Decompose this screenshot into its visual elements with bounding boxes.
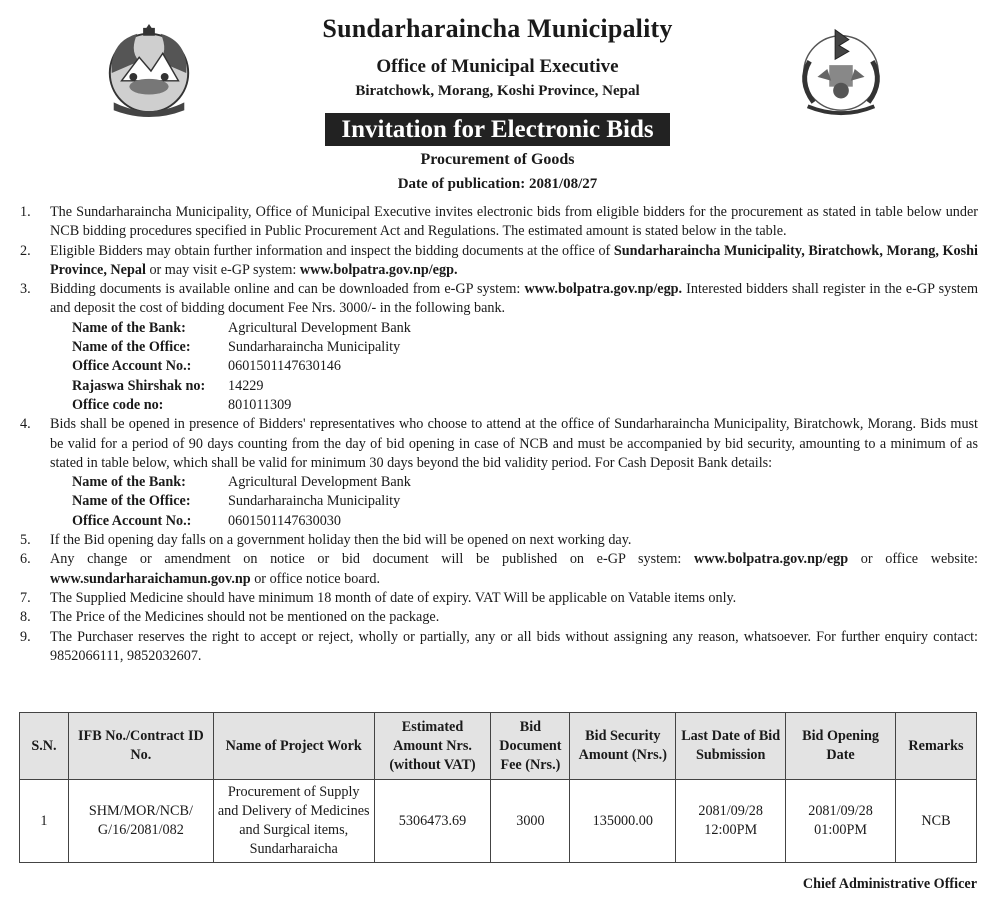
bank-detail-row: Office code no: 801011309 xyxy=(72,396,292,413)
egp-link[interactable]: www.bolpatra.gov.np/egp. xyxy=(524,281,683,298)
table-cell: 3000 xyxy=(491,780,570,863)
column-header: Name of Project Work xyxy=(213,713,374,780)
column-header: Bid Document Fee (Nrs.) xyxy=(491,713,570,780)
table-cell: 2081/09/28 12:00PM xyxy=(676,780,786,863)
column-header: S.N. xyxy=(20,713,69,780)
column-header: IFB No./Contract ID No. xyxy=(68,713,213,780)
table-cell: 1 xyxy=(20,780,69,863)
list-item: 7. The Supplied Medicine should have minimum 18 month of date of expiry. VAT Will be applicable on Vatable items only. xyxy=(20,589,737,606)
signatory-title: Chief Administrative Officer xyxy=(802,876,977,892)
list-item: 1. The Sundarharaincha Municipality, Office of Municipal Executive invites electronic bids from eligible bidders for the procurement as stated in table below under NCB bidding procedures specified in Public Procurement Act and Regulations. The estimated amount is stated below in the table. xyxy=(20,204,978,240)
table-header-row xyxy=(20,713,977,780)
bank-detail-row: Office Account No.: 0601501147630030 xyxy=(72,512,341,529)
office-address: Biratchowk, Morang, Koshi Province, Nepal xyxy=(355,83,640,99)
table-cell: 135000.00 xyxy=(570,780,676,863)
municipality-title: Sundarharaincha Municipality xyxy=(322,14,673,43)
list-item: 6. Any change or amendment on notice or bid document will be published on e-GP system: www.bolpatra.gov.np/egp or office website: www.sundarharaichamun.gov.np or office notice board. xyxy=(20,551,978,587)
table-cell: NCB xyxy=(895,780,976,863)
procurement-type: Procurement of Goods xyxy=(420,151,575,168)
column-header: Bid Security Amount (Nrs.) xyxy=(570,713,676,780)
column-header: Bid Opening Date xyxy=(786,713,896,780)
notice-header xyxy=(0,0,995,200)
table-cell: SHM/MOR/NCB/ G/16/2081/082 xyxy=(68,780,213,863)
list-item: 8. The Price of the Medicines should not be mentioned on the package. xyxy=(20,609,440,626)
column-header: Estimated Amount Nrs. (without VAT) xyxy=(374,713,491,780)
table-row xyxy=(20,780,977,863)
bank-detail-row: Name of the Bank: Agricultural Development Bank xyxy=(72,319,411,336)
publication-date: Date of publication: 2081/08/27 xyxy=(397,176,598,192)
bank-detail-row: Name of the Office: Sundarharaincha Municipality xyxy=(72,493,401,510)
column-header: Remarks xyxy=(895,713,976,780)
table-cell: 5306473.69 xyxy=(374,780,491,863)
list-item: 4. Bids shall be opened in presence of Bidders' representatives who choose to attend at the office of Sundarharaincha Municipality, Biratchowk, Morang. Bids must be valid for a period of 90 days counting from the day of bid opening in case of NCB and must be accompanied by bid security, amounting to a minimum of as stated in table below, which shall be valid for minimum 30 days beyond the bid validity period. For Cash Deposit Bank details: xyxy=(20,416,978,471)
bank-detail-row: Name of the Bank: Agricultural Development Bank xyxy=(72,474,411,491)
egp-link[interactable]: www.bolpatra.gov.np/egp. xyxy=(299,261,458,278)
table-cell: Procurement of Supply and Delivery of Medicines and Surgical items, Sundarharaicha xyxy=(213,780,374,863)
column-header: Last Date of Bid Submission xyxy=(676,713,786,780)
notice-body xyxy=(20,203,978,666)
office-name: Office of Municipal Executive xyxy=(376,56,619,77)
bank-detail-row: Rajaswa Shirshak no: 14229 xyxy=(72,377,264,394)
list-item: 2. Eligible Bidders may obtain further information and inspect the bidding documents at the office of Sundarharaincha Municipality, Biratchowk, Morang, Koshi Province, Nepal or may visit e-GP system: www.bolpatra.gov.np/egp. xyxy=(20,242,978,278)
egp-link[interactable]: www.bolpatra.gov.np/egp xyxy=(693,551,849,568)
bank-detail-row: Office Account No.: 0601501147630146 xyxy=(72,358,341,375)
office-website-link[interactable]: www.sundarharaichamun.gov.np xyxy=(50,570,251,587)
list-item: 9. The Purchaser reserves the right to accept or reject, wholly or partially, any or all bids without assigning any reason, whatsoever. For further enquiry contact: 9852066111, 9852032607. xyxy=(20,628,978,664)
bank-detail-row: Name of the Office: Sundarharaincha Municipality xyxy=(72,339,401,356)
table-cell: 2081/09/28 01:00PM xyxy=(786,780,896,863)
list-item: 5. If the Bid opening day falls on a government holiday then the bid will be opened on next working day. xyxy=(20,532,632,549)
notice-banner: Invitation for Electronic Bids xyxy=(325,113,669,146)
bid-table xyxy=(19,712,977,863)
list-item: 3. Bidding documents is available online and can be downloaded from e-GP system: www.bolpatra.gov.np/egp. Interested bidders shall register in the e-GP system and deposit the cost of bidding document Fee Nrs. 3000/- in the following bank. xyxy=(20,281,978,317)
